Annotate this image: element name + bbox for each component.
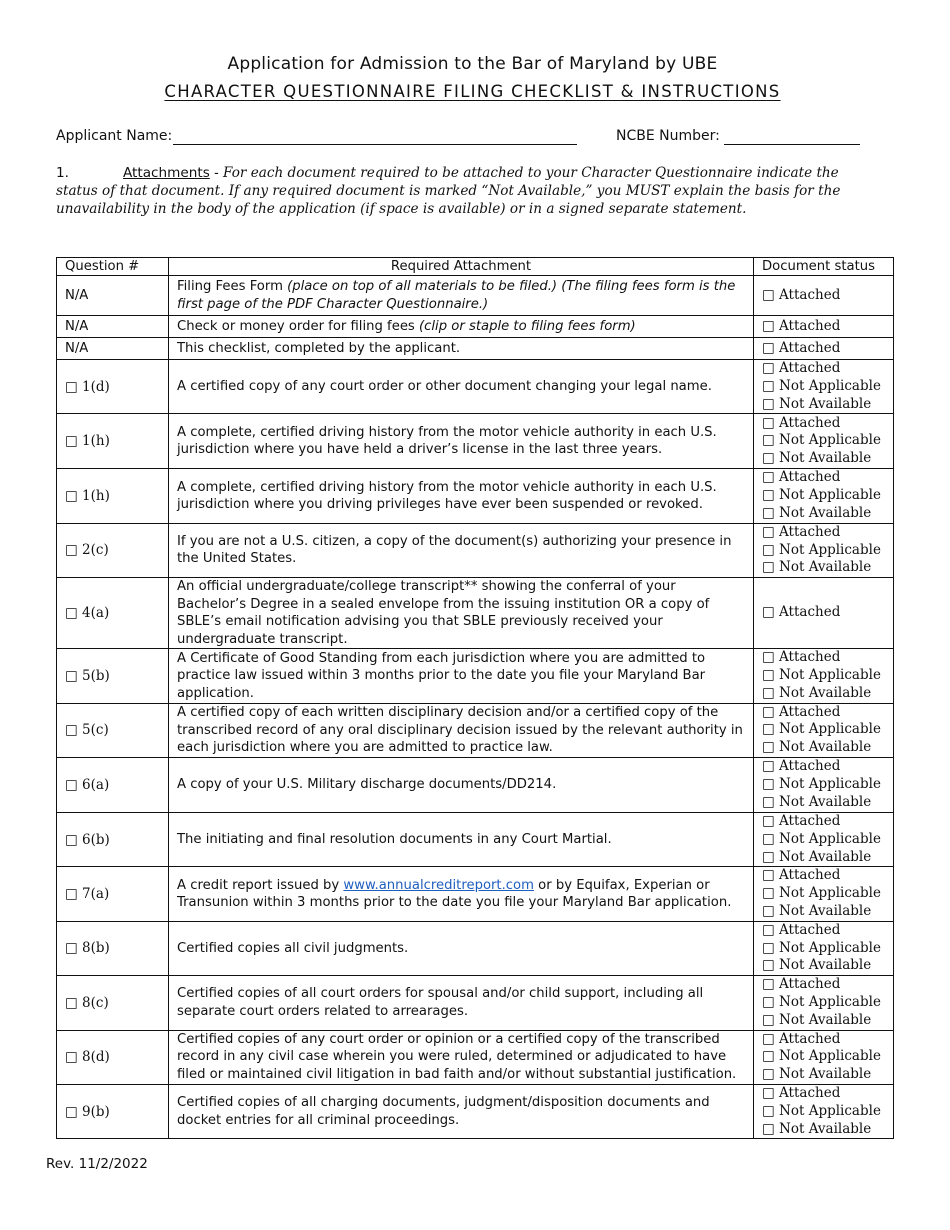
document-subtitle: CHARACTER QUESTIONNAIRE FILING CHECKLIST & INSTRUCTIONS xyxy=(164,82,781,101)
question-number: N/A xyxy=(57,338,169,360)
document-status xyxy=(754,703,894,757)
question-number[interactable]: □ 9(b) xyxy=(57,1084,169,1138)
table-row xyxy=(57,1030,894,1084)
table-row xyxy=(57,338,894,360)
status-checkbox-attached[interactable]: □ Attached xyxy=(762,360,841,376)
table-row xyxy=(57,469,894,523)
status-checkbox-attached[interactable]: □ Attached xyxy=(762,523,841,540)
document-status xyxy=(754,649,894,703)
attachment-text: A complete, certified driving history from the motor vehicle authority in each U.S. jurisdiction where you driving privileges have ever been suspended or revoked. xyxy=(177,479,717,513)
status-checkbox-not-available[interactable]: □ Not Available xyxy=(762,450,872,467)
document-status xyxy=(754,921,894,975)
document-status xyxy=(754,1030,894,1084)
attachment-text: A complete, certified driving history from the motor vehicle authority in each U.S. jurisdiction where you have held a driver’s license in the last three years. xyxy=(177,424,717,458)
status-checkbox-attached[interactable]: □ Attached xyxy=(762,976,841,993)
attachment-text: An official undergraduate/college transcript** showing the conferral of your Bachelor’s Degree in a sealed envelope from the issuing institution OR a copy of SBLE’s email notification advising you that SBLE previously received your undergraduate transcript. xyxy=(177,579,710,647)
status-checkbox-attached[interactable]: □ Attached xyxy=(762,867,841,884)
document-status xyxy=(754,276,894,316)
required-attachment xyxy=(169,649,754,703)
status-checkbox-not-applicable[interactable]: □ Not Applicable xyxy=(762,432,881,449)
attachment-note: (clip or staple to filing fees form) xyxy=(419,318,636,334)
ncbe-number-field[interactable] xyxy=(724,144,860,145)
required-attachment xyxy=(169,812,754,866)
attachment-text: A copy of your U.S. Military discharge documents/DD214. xyxy=(177,777,557,793)
annual-credit-report-link[interactable]: www.annualcreditreport.com xyxy=(343,877,534,893)
status-checkbox-not-available[interactable]: □ Not Available xyxy=(762,684,872,701)
status-checkbox-attached[interactable]: □ Attached xyxy=(762,649,841,666)
table-row xyxy=(57,523,894,577)
document-status xyxy=(754,1084,894,1138)
status-checkbox-not-applicable[interactable]: □ Not Applicable xyxy=(762,487,881,504)
status-checkbox-not-applicable[interactable]: □ Not Applicable xyxy=(762,993,881,1010)
question-number[interactable]: □ 5(b) xyxy=(57,649,169,703)
status-checkbox-not-available[interactable]: □ Not Available xyxy=(762,1120,872,1137)
header-document-status: Document status xyxy=(754,258,894,276)
question-number[interactable]: □ 6(b) xyxy=(57,812,169,866)
document-status xyxy=(754,414,894,469)
question-number[interactable]: □ 5(c) xyxy=(57,703,169,757)
status-checkbox-not-available[interactable]: □ Not Available xyxy=(762,793,872,810)
table-row xyxy=(57,976,894,1030)
document-status xyxy=(754,469,894,523)
status-checkbox-not-applicable[interactable]: □ Not Applicable xyxy=(762,541,881,558)
status-checkbox-not-applicable[interactable]: □ Not Applicable xyxy=(762,1102,881,1119)
attachment-text: A credit report issued by xyxy=(177,877,344,893)
table-row xyxy=(57,703,894,757)
status-checkbox-attached[interactable]: □ Attached xyxy=(762,812,841,829)
attachment-text: A certified copy of any court order or other document changing your legal name. xyxy=(177,378,712,394)
status-checkbox-not-available[interactable]: □ Not Available xyxy=(762,902,872,919)
status-checkbox-not-applicable[interactable]: □ Not Applicable xyxy=(762,666,881,683)
attachment-text: The initiating and final resolution documents in any Court Martial. xyxy=(177,831,612,847)
attachments-instructions xyxy=(56,164,882,218)
table-row xyxy=(57,414,894,469)
document-title: Application for Admission to the Bar of Maryland by UBE xyxy=(227,54,718,74)
status-checkbox-attached[interactable]: □ Attached xyxy=(762,286,841,303)
status-checkbox-attached[interactable]: □ Attached xyxy=(762,921,841,938)
ncbe-number-label: NCBE Number: xyxy=(616,128,720,144)
status-checkbox-attached[interactable]: □ Attached xyxy=(762,469,841,486)
question-number[interactable]: □ 8(c) xyxy=(57,976,169,1030)
table-row xyxy=(57,867,894,921)
table-row xyxy=(57,921,894,975)
attachment-text: If you are not a U.S. citizen, a copy of the document(s) authorizing your presence in the United States. xyxy=(177,533,732,567)
question-number[interactable]: □ 8(d) xyxy=(57,1030,169,1084)
required-attachment xyxy=(169,360,754,414)
instruction-number: 1. xyxy=(56,165,69,181)
question-number[interactable]: □ 7(a) xyxy=(57,867,169,921)
attachments-heading: Attachments xyxy=(123,165,210,181)
document-status xyxy=(754,360,894,414)
required-attachment xyxy=(169,867,754,921)
status-checkbox-not-available[interactable]: □ Not Available xyxy=(762,395,872,412)
required-attachment xyxy=(169,1084,754,1138)
status-checkbox-attached[interactable]: □ Attached xyxy=(762,1084,841,1101)
question-number[interactable]: □ 1(h) xyxy=(57,414,169,469)
question-number[interactable]: □ 6(a) xyxy=(57,757,169,812)
status-checkbox-attached[interactable]: □ Attached xyxy=(762,317,841,334)
required-attachment xyxy=(169,276,754,316)
attachment-text: Certified copies of all charging documents, judgment/disposition documents and docket entries for all criminal proceedings. xyxy=(177,1095,710,1128)
status-checkbox-attached[interactable]: □ Attached xyxy=(762,414,841,431)
required-attachment xyxy=(169,921,754,975)
status-checkbox-not-applicable[interactable]: □ Not Applicable xyxy=(762,885,881,902)
status-checkbox-not-applicable[interactable]: □ Not Applicable xyxy=(762,1048,881,1065)
status-checkbox-not-applicable[interactable]: □ Not Applicable xyxy=(762,776,881,793)
header-required-attachment: Required Attachment xyxy=(169,258,754,276)
header-question: Question # xyxy=(57,258,169,276)
attachment-text: Filing Fees Form xyxy=(177,279,288,294)
status-checkbox-not-applicable[interactable]: □ Not Applicable xyxy=(762,377,881,394)
attachment-text: This checklist, completed by the applicant. xyxy=(177,340,461,356)
question-number[interactable]: □ 8(b) xyxy=(57,921,169,975)
required-attachment xyxy=(169,757,754,812)
document-status xyxy=(754,976,894,1030)
required-attachment xyxy=(169,578,754,649)
table-row xyxy=(57,276,894,316)
applicant-name-label: Applicant Name: xyxy=(56,128,173,144)
attachment-text: Certified copies all civil judgments. xyxy=(177,940,409,956)
status-checkbox-not-applicable[interactable]: □ Not Applicable xyxy=(762,830,881,847)
attachments-table xyxy=(56,257,894,1139)
document-status xyxy=(754,523,894,577)
status-checkbox-attached[interactable]: □ Attached xyxy=(762,339,841,356)
question-number[interactable]: □ 1(h) xyxy=(57,469,169,523)
required-attachment xyxy=(169,414,754,469)
required-attachment xyxy=(169,316,754,338)
required-attachment xyxy=(169,703,754,757)
question-number: N/A xyxy=(57,316,169,338)
attachment-note: (place on top of all materials to be filed.) (The filing fees form is the first page of the PDF Character Questionnaire.) xyxy=(177,279,736,312)
status-checkbox-not-available[interactable]: □ Not Available xyxy=(762,559,872,576)
document-status xyxy=(754,867,894,921)
status-checkbox-not-available[interactable]: □ Not Available xyxy=(762,739,872,756)
table-row xyxy=(57,1084,894,1138)
revision-date: Rev. 11/2/2022 xyxy=(46,1156,148,1172)
attachment-text: Certified copies of all court orders for spousal and/or child support, including all separate court orders related to arrearages. xyxy=(177,986,704,1019)
table-row xyxy=(57,360,894,414)
instruction-text: - For each document required to be attached to your Character Questionnaire indicate the status of that document. If any required document is marked “Not Available,” you MUST explain the basis for the unavailability in the body of the application (if space is available) or in a signed separate statement. xyxy=(56,165,841,217)
status-checkbox-not-applicable[interactable]: □ Not Applicable xyxy=(762,939,881,956)
status-checkbox-attached[interactable]: □ Attached xyxy=(762,703,841,720)
document-status xyxy=(754,812,894,866)
table-row xyxy=(57,757,894,812)
status-checkbox-attached[interactable]: □ Attached xyxy=(762,604,841,621)
status-checkbox-attached[interactable]: □ Attached xyxy=(762,1030,841,1047)
required-attachment xyxy=(169,1030,754,1084)
document-status xyxy=(754,578,894,649)
question-number[interactable]: □ 4(a) xyxy=(57,578,169,649)
document-status xyxy=(754,316,894,338)
status-checkbox-not-available[interactable]: □ Not Available xyxy=(762,1011,872,1028)
status-checkbox-not-available[interactable]: □ Not Available xyxy=(762,957,872,974)
attachment-text: Check or money order for filing fees xyxy=(177,318,419,334)
table-row xyxy=(57,316,894,338)
table-row xyxy=(57,578,894,649)
required-attachment xyxy=(169,976,754,1030)
document-status xyxy=(754,757,894,812)
table-row xyxy=(57,649,894,703)
attachment-text: A certified copy of each written disciplinary decision and/or a certified copy of the transcribed record of any oral disciplinary decision issued by the relevant authority in each jurisdiction where you are admitted to practice law. xyxy=(177,705,743,755)
status-checkbox-not-applicable[interactable]: □ Not Applicable xyxy=(762,721,881,738)
question-number: N/A xyxy=(57,276,169,316)
status-checkbox-not-available[interactable]: □ Not Available xyxy=(762,1066,872,1083)
required-attachment xyxy=(169,523,754,577)
required-attachment xyxy=(169,338,754,360)
table-header-row xyxy=(57,258,894,276)
status-checkbox-not-available[interactable]: □ Not Available xyxy=(762,848,872,865)
attachment-text: Certified copies of any court order or opinion or a certified copy of the transcribed record in any civil case wherein you were ruled, determined or adjudicated to have filed or maintained civil litigation in bad faith and/or without substantial justification. xyxy=(177,1031,737,1082)
question-number[interactable]: □ 2(c) xyxy=(57,523,169,577)
document-status xyxy=(754,338,894,360)
required-attachment xyxy=(169,469,754,523)
status-checkbox-attached[interactable]: □ Attached xyxy=(762,758,841,775)
table-row xyxy=(57,812,894,866)
attachment-text: A Certificate of Good Standing from each jurisdiction where you are admitted to practice law issued within 3 months prior to the date you file your Maryland Bar application. xyxy=(177,650,706,701)
status-checkbox-not-available[interactable]: □ Not Available xyxy=(762,504,872,521)
applicant-name-field[interactable] xyxy=(173,144,577,145)
attachment-text-continued: or by Equifax, Experian or Transunion within 3 months prior to the date you file your Maryland Bar application. xyxy=(177,877,732,911)
question-number[interactable]: □ 1(d) xyxy=(57,360,169,414)
